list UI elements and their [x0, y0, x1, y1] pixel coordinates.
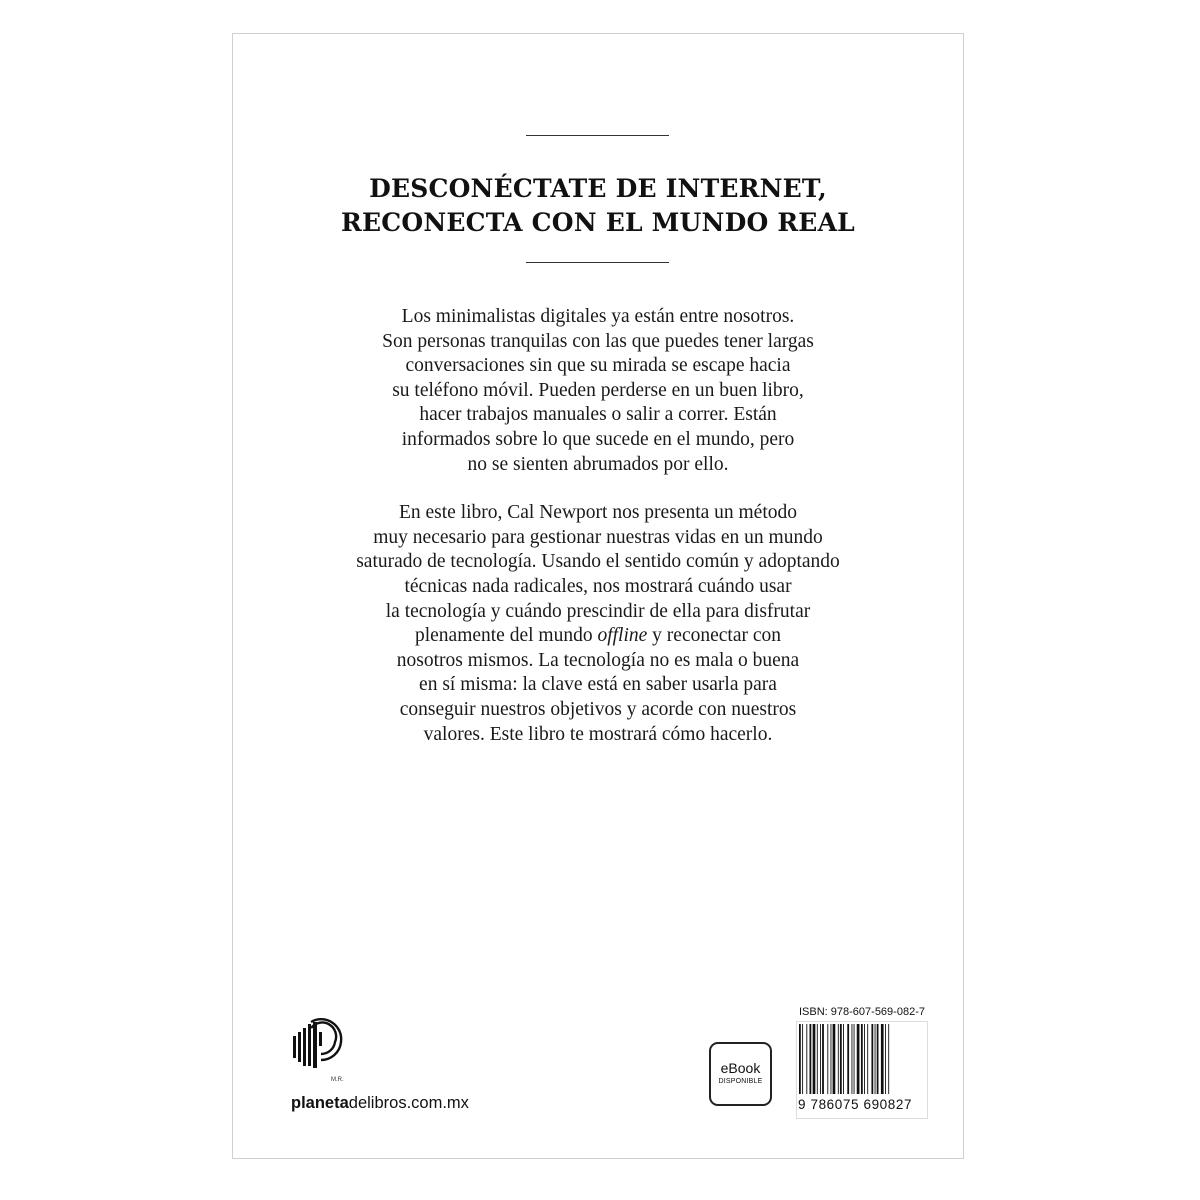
ebook-subtitle: DISPONIBLE — [718, 1078, 763, 1085]
text-line-offline — [233, 624, 963, 649]
text-line: no se sienten abrumados por ello. — [467, 453, 729, 475]
planeta-logo-icon — [291, 1014, 347, 1070]
italic-word-offline: offline — [597, 625, 648, 647]
text-line: hacer trabajos manuales o salir a correr. Están — [419, 404, 777, 426]
text-line: conversaciones sin que su mirada se escape hacia — [405, 355, 791, 377]
text-segment: plenamente del mundo — [414, 625, 593, 647]
publisher-website — [291, 1094, 469, 1113]
text-line: técnicas nada radicales, nos mostrará cuándo usar — [404, 575, 792, 597]
ebook-badge — [709, 1042, 772, 1106]
text-line: Son personas tranquilas con las que puedes tener largas — [382, 330, 814, 352]
site-bold: planeta — [291, 1094, 349, 1112]
text-line: saturado de tecnología. Usando el sentido común y adoptando — [356, 551, 840, 573]
headline-line-1: DESCONÉCTATE DE INTERNET, — [369, 174, 827, 203]
text-line: Los minimalistas digitales ya están entre nosotros. — [401, 306, 795, 327]
bottom-divider — [526, 262, 669, 263]
paragraph-1 — [233, 305, 963, 477]
text-line: muy necesario para gestionar nuestras vidas en un mundo — [373, 526, 823, 548]
headline-line-2: RECONECTA CON EL MUNDO REAL — [341, 208, 855, 237]
text-line: conseguir nuestros objetivos y acorde con nuestros — [399, 698, 797, 720]
text-line: nosotros mismos. La tecnología no es mala o buena — [396, 649, 800, 671]
text-line: su teléfono móvil. Pueden perderse en un buen libro, — [392, 379, 804, 401]
text-line: informados sobre lo que sucede en el mundo, pero — [401, 428, 795, 450]
synopsis — [233, 305, 963, 747]
text-segment: y reconectar con — [652, 625, 782, 647]
registered-mark: M.R. — [331, 1077, 344, 1083]
site-domain: .com.mx — [406, 1094, 469, 1112]
book-back-cover — [232, 33, 964, 1159]
text-line: la tecnología y cuándo prescindir de ella para disfrutar — [385, 600, 811, 622]
barcode-digits: 9 786075 690827 — [798, 1097, 913, 1112]
isbn-label: ISBN: 978-607-569-082-7 — [799, 1006, 925, 1018]
barcode-icon — [798, 1024, 926, 1094]
ebook-title: eBook — [720, 1060, 761, 1076]
top-divider — [526, 135, 669, 136]
text-line: valores. Este libro te mostrará cómo hacerlo. — [423, 723, 773, 745]
headline — [233, 172, 963, 240]
paragraph-2 — [233, 501, 963, 747]
text-line: en sí misma: la clave está en saber usarla para — [419, 674, 777, 696]
text-line: En este libro, Cal Newport nos presenta un método — [398, 502, 798, 524]
site-regular: delibros — [348, 1094, 407, 1112]
